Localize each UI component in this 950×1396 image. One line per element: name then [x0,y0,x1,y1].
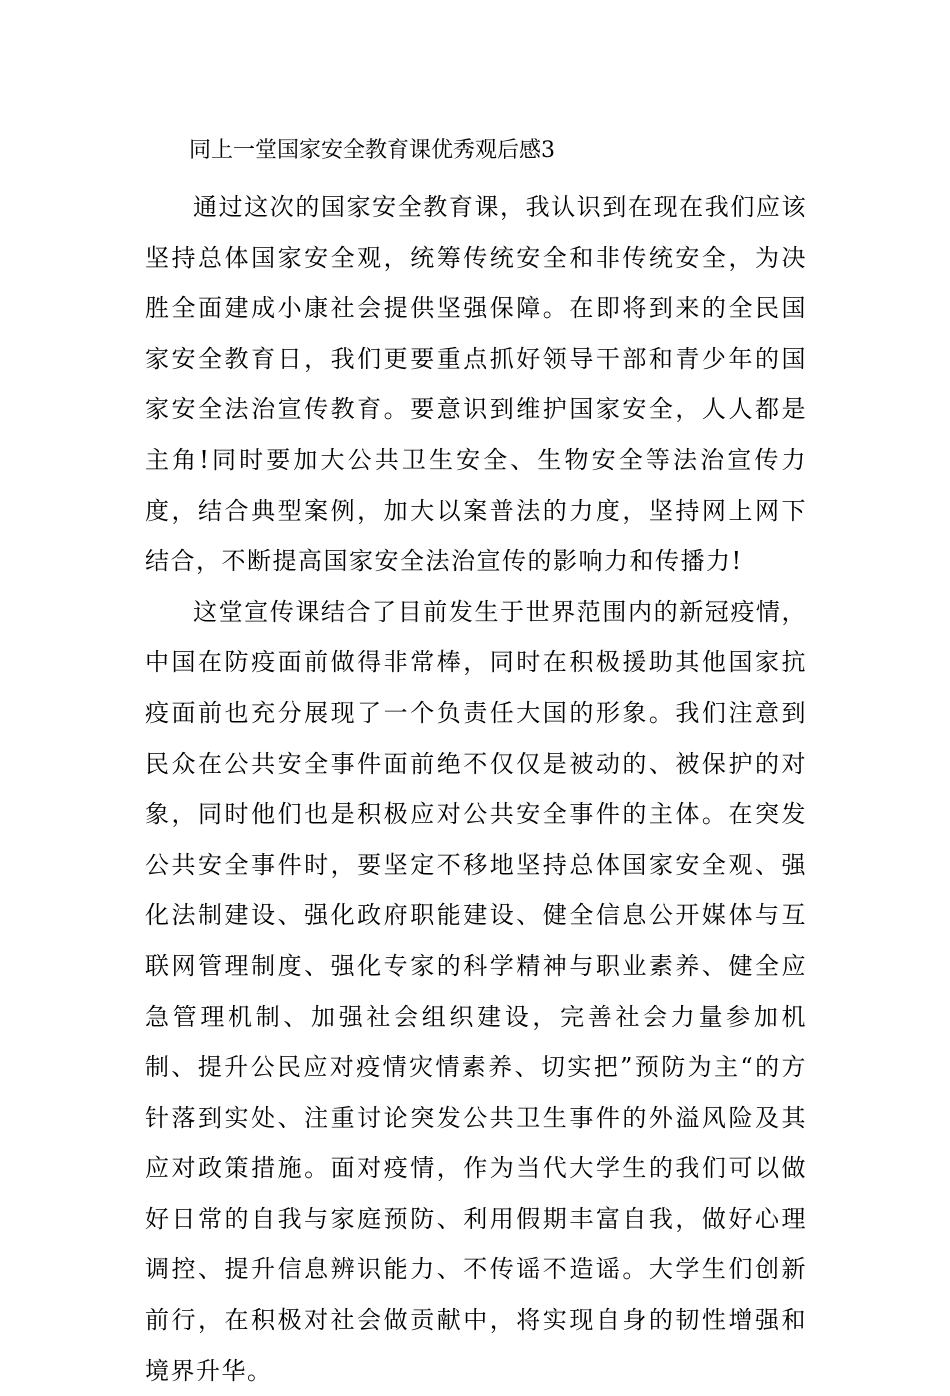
document-body [145,126,807,1396]
paragraph-1: 通过这次的国家安全教育课，我认识到在现在我们应该坚持总体国家安全观，统筹传统安全和非传统安全，为决胜全面建成小康社会提供坚强保障。在即将到来的全民国家安全教育日，我们更要重点抓好领导干部和青少年的国家安全法治宣传教育。要意识到维护国家安全，人人都是主角!同时要加大公共卫生安全、生物安全等法治宣传力度，结合典型案例，加大以案普法的力度，坚持网上网下结合，不断提高国家安全法治宣传的影响力和传播力! [145,193,807,576]
document-title: 同上一堂国家安全教育课优秀观后感3 [189,138,555,163]
paragraph-2: 这堂宣传课结合了目前发生于世界范围内的新冠疫情，中国在防疫面前做得非常棒，同时在积极援助其他国家抗疫面前也充分展现了一个负责任大国的形象。我们注意到民众在公共安全事件面前绝不仅仅是被动的、被保护的对象，同时他们也是积极应对公共安全事件的主体。在突发公共安全事件时，要坚定不移地坚持总体国家安全观、强化法制建设、强化政府职能建设、健全信息公开媒体与互联网管理制度、强化专家的科学精神与职业素养、健全应急管理机制、加强社会组织建设，完善社会力量参加机制、提升公民应对疫情灾情素养、切实把”预防为主“的方针落到实处、注重讨论突发公共卫生事件的外溢风险及其应对政策措施。面对疫情，作为当代大学生的我们可以做好日常的自我与家庭预防、利用假期丰富自我，做好心理调控、提升信息辨识能力、不传谣不造谣。大学生们创新前行，在积极对社会做贡献中，将实现自身的韧性增强和境界升华。 [145,597,807,1385]
